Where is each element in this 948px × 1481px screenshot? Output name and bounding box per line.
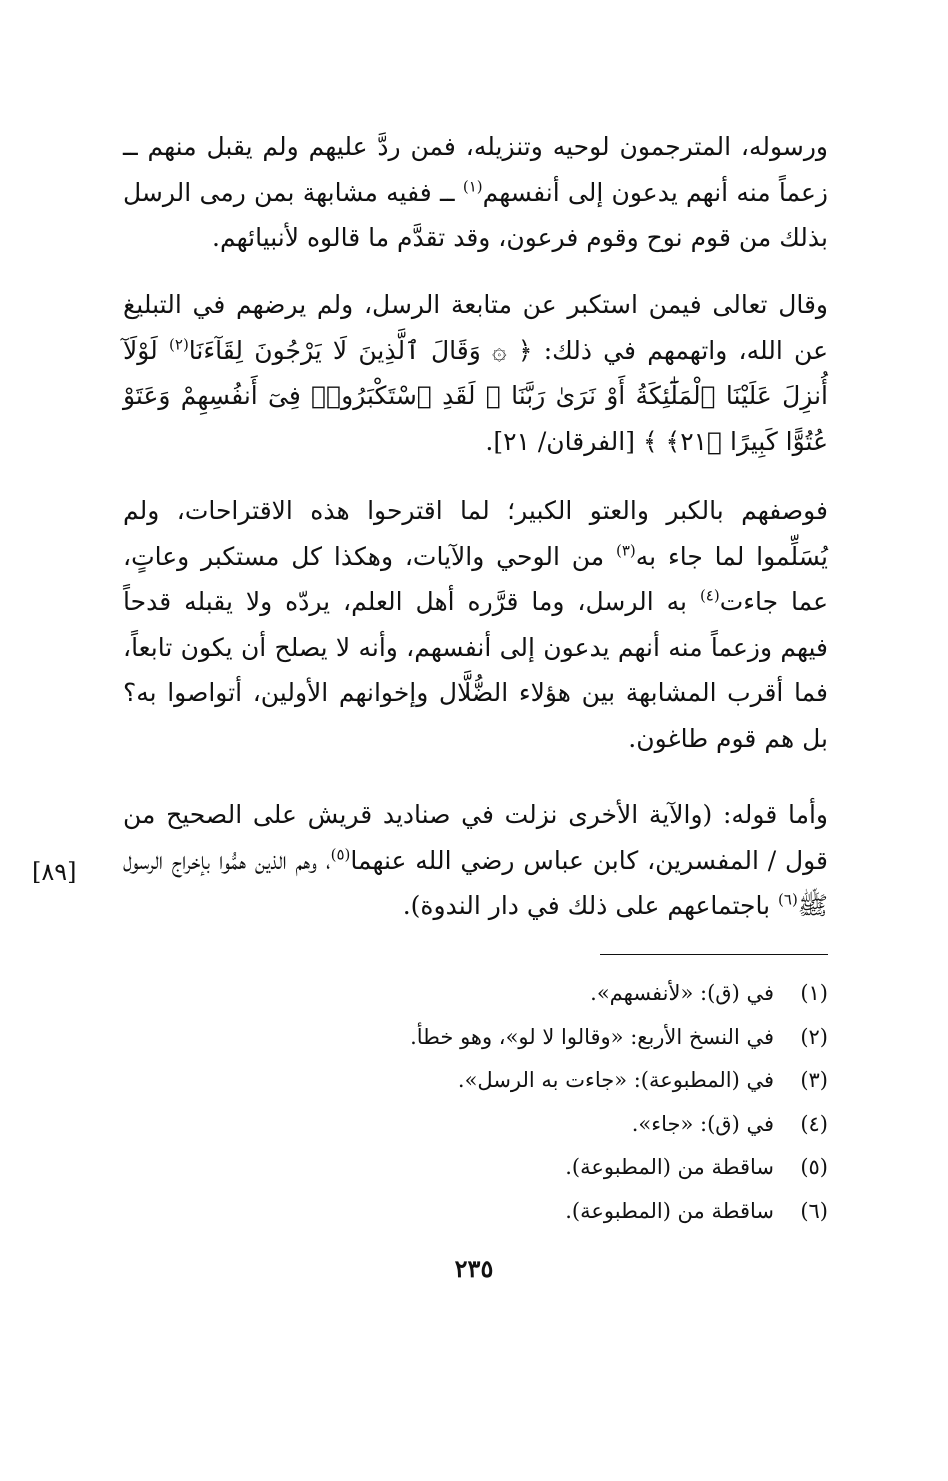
manuscript-page-marker: [٨٩] xyxy=(32,858,77,886)
paragraph-2-text: وقال تعالى فيمن استكبر عن متابعة الرسل، ولم يرضهم في التبليغ عن الله، واتهمهم في ذلك: ﴿ ۞ وَقَالَ ٱلَّذِينَ لَا يَرْجُونَ لِقَآءَنَا xyxy=(123,290,828,365)
paragraph-3-text: به الرسل، وما قرَّره أهل العلم، يردّه ولا يقبله قدحاً فيهم وزعماً منه أنهم يدعون إلى أنفسهم، وأنه لا يصلح أن يكون تابعاً، فما أقرب المشابهة بين هؤلاء الضُّلَّال وإخوانهم الأولين، أتواصوا به؟ بل هم قوم طاغون. xyxy=(123,587,828,753)
footnote-text: ساقطة من (المطبوعة). xyxy=(565,1198,774,1223)
footnote-text: في (ق): «لأنفسهم». xyxy=(590,981,774,1005)
paragraph-3-text: فوصفهم بالكبر والعتو الكبير؛ لما اقترحوا هذه الاقتراحات، ولم يُسَلِّموا لما جاء به xyxy=(123,496,828,571)
footnotes-list xyxy=(123,972,828,1233)
paragraph-4-text: وأما قوله: (والآية الأخرى نزلت في صناديد قريش على الصحيح من قول / المفسرين، كابن عباس رضي الله عنهما xyxy=(123,800,828,875)
footnote-item xyxy=(123,1103,828,1147)
footnote-item xyxy=(123,972,828,1016)
paragraph-1-text: ــ ففيه مشابهة بمن رمى الرسل بذلك من قوم نوح وقوم فرعون، وقد تقدَّم ما قالوه لأنبيائهم. xyxy=(123,177,828,252)
footnote-item xyxy=(123,1016,828,1060)
page-number: ٢٣٥ xyxy=(454,1254,494,1283)
footnote-ref-6[interactable]: (٦) xyxy=(778,890,798,909)
footnote-text: ساقطة من (المطبوعة). xyxy=(565,1155,774,1179)
paragraph-3-text: من الوحي والآيات، وهكذا كل مستكبر وعاتٍ، عما جاءت xyxy=(123,541,828,616)
footnote-number: (٦) xyxy=(800,1198,828,1223)
footnote-ref-4[interactable]: (٤) xyxy=(699,586,720,605)
footnote-ref-3[interactable]: (٣) xyxy=(616,541,636,560)
body-paragraph-3 xyxy=(123,488,828,761)
paragraph-4-text: ، وهم الذين همُّوا بإخراج الرسول ﷺ xyxy=(123,845,828,920)
paragraph-4-text: باجتماعهم على ذلك في دار الندوة). xyxy=(402,891,779,920)
footnote-number: (٥) xyxy=(800,1155,828,1179)
footnote-number: (١) xyxy=(800,981,828,1005)
footnote-ref-1[interactable]: (١) xyxy=(462,177,483,196)
body-paragraph-1 xyxy=(123,124,828,261)
body-paragraph-4 xyxy=(123,792,828,929)
footnote-number: (٢) xyxy=(800,1024,828,1049)
footnote-ref-2[interactable]: (٢) xyxy=(169,335,189,354)
footnote-item xyxy=(123,1190,828,1234)
paragraph-1-text: ورسوله، المترجمون لوحيه وتنزيله، فمن ردَّ عليهم ولم يقبل منهم ــ زعماً منه أنهم يدعون إلى أنفسهم xyxy=(123,132,828,207)
footnote-text: في (المطبوعة): «جاءت به الرسل». xyxy=(457,1068,774,1092)
footnote-ref-5[interactable]: (٥) xyxy=(330,845,351,864)
quran-verse-text: لَوْلَآ أُنزِلَ عَلَيْنَا ٱلْمَلَٰٓئِكَةُ أَوْ نَرَىٰ رَبَّنَا ۗ لَقَدِ ٱسْتَكْبَرُوا۟ فِىٓ أَنفُسِهِمْ وَعَتَوْ عُتُوًّا كَبِيرًا ﴿٢١﴾ ﴾ [الفرقان/ ٢١]. xyxy=(123,335,828,456)
body-paragraph-2 xyxy=(123,282,828,464)
footnote-item xyxy=(123,1146,828,1190)
footnote-text: في النسخ الأربع: «وقالوا لا لو»، وهو خطأ. xyxy=(410,1024,774,1049)
footnote-text: في (ق): «جاء». xyxy=(631,1111,774,1136)
footnote-number: (٣) xyxy=(800,1068,828,1092)
footnote-divider xyxy=(600,954,828,955)
footnote-number: (٤) xyxy=(800,1111,828,1136)
footnote-item xyxy=(123,1059,828,1103)
